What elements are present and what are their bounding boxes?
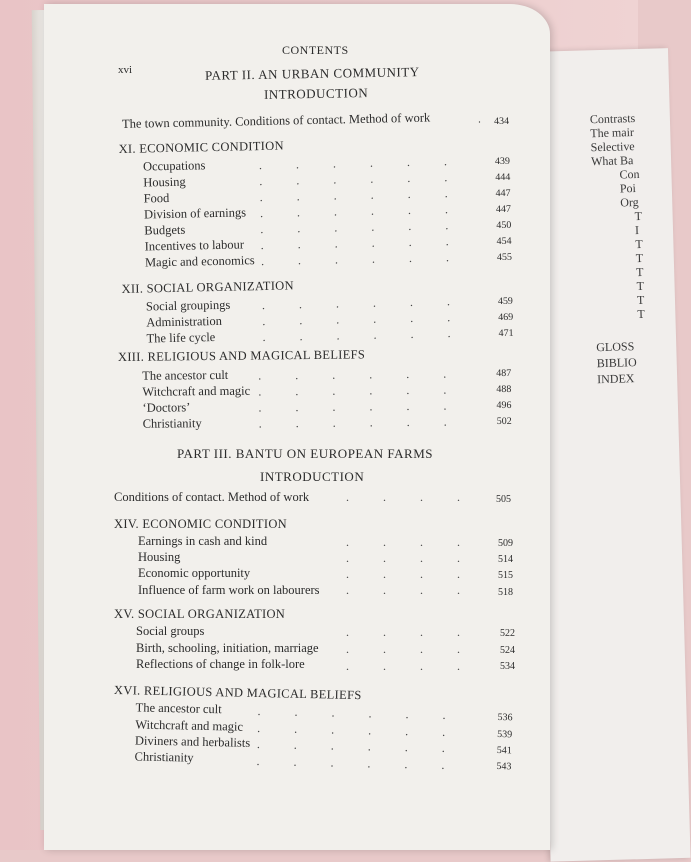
page-ref: 505 <box>496 494 511 505</box>
page-ref: 515 <box>498 570 513 581</box>
facing-line: T <box>636 278 645 294</box>
page-ref: 488 <box>496 383 512 396</box>
toc-entry: Witchcraft and magic <box>142 383 251 399</box>
facing-line: I <box>634 222 640 238</box>
contents-title: CONTENTS <box>282 43 349 57</box>
page-ref: 447 <box>495 187 511 200</box>
facing-line: T <box>634 208 643 224</box>
toc-entry: The ancestor cult <box>135 700 222 717</box>
page-ref: 459 <box>497 295 513 308</box>
facing-line: The mair <box>590 125 635 141</box>
page-ref: 439 <box>494 155 511 168</box>
page-ref: 469 <box>498 311 514 324</box>
toc-entry: Incentives to labour <box>144 237 245 254</box>
facing-line: T <box>637 306 645 322</box>
toc-entry: The life cycle <box>146 330 216 346</box>
page-ref: 447 <box>495 203 512 216</box>
page-ref: 539 <box>497 729 513 741</box>
page-ref: 471 <box>498 327 514 340</box>
leader-dots: .​.​.​. .​.​.​. .​.​.​. .​.​.​. <box>346 535 494 597</box>
page-ref: 434 <box>494 115 510 128</box>
toc-entry: Influence of farm work on labourers <box>138 583 320 597</box>
toc-entry: Diviners and herbalists <box>134 733 251 750</box>
facing-line: Con <box>619 166 640 182</box>
toc-entry: Housing <box>143 174 186 190</box>
facing-line: T <box>635 250 644 266</box>
chapter-heading: XV. SOCIAL ORGANIZATION <box>114 607 286 621</box>
facing-line: Poi <box>619 181 637 196</box>
page-ref: 524 <box>500 645 515 656</box>
chapter-heading: XI. ECONOMIC CONDITION <box>118 138 284 157</box>
facing-line: BIBLIO <box>596 355 637 371</box>
page-ref: 534 <box>500 661 515 672</box>
facing-line: GLOSS <box>596 339 635 355</box>
toc-entry: Social groupings <box>145 297 231 314</box>
toc-entry: Christianity <box>142 416 202 431</box>
facing-line: What Ba <box>590 153 634 169</box>
toc-entry: Administration <box>146 313 223 330</box>
page-ref: 450 <box>496 219 512 232</box>
page-ref: 541 <box>496 745 512 757</box>
page-ref: 522 <box>500 628 515 639</box>
facing-line: INDEX <box>596 371 635 387</box>
page-ref: 454 <box>496 235 512 248</box>
toc-entry: Christianity <box>134 749 194 765</box>
toc-entry: Witchcraft and magic <box>135 717 244 734</box>
page-ref: 455 <box>496 251 513 264</box>
page-ref: 514 <box>498 554 513 565</box>
toc-entry: Housing <box>138 550 181 564</box>
part2-title: PART II. AN URBAN COMMUNITY <box>204 64 420 83</box>
page-ref: 444 <box>495 171 511 184</box>
chapter-heading: XIII. RELIGIOUS AND MAGICAL BELIEFS <box>117 347 366 365</box>
page-number: xvi <box>118 64 133 76</box>
toc-entry: Food <box>143 190 170 206</box>
facing-line: Org <box>620 194 639 210</box>
leader-dots: .​.​.​.​.​. .​.​.​.​.​. .​.​.​.​.​. <box>261 293 485 345</box>
facing-line: Selective <box>590 139 635 155</box>
toc-entry: Earnings in cash and kind <box>138 534 268 548</box>
toc-entry: Division of earnings <box>143 205 247 222</box>
part2-intro-heading: INTRODUCTION <box>263 85 369 102</box>
part3-intro-entry: Conditions of contact. Method of work <box>114 490 310 504</box>
leader-dots: .​.​.​.​.​. .​.​.​.​.​. .​.​.​.​.​. .​.​.​.​.​. .​.​.​.​.​. .​.​.​.​.​. .​.​.​.​.​. <box>258 153 484 269</box>
toc-entry: Economic opportunity <box>138 566 251 580</box>
page-ref: 496 <box>496 399 512 412</box>
toc-entry: ‘Doctors’ <box>142 400 191 415</box>
facing-line: T <box>635 264 644 280</box>
chapter-heading: XII. SOCIAL ORGANIZATION <box>121 278 294 297</box>
leader-dots: .​.​.​. <box>346 490 494 504</box>
page-ref: 509 <box>498 538 513 549</box>
part3-title: PART III. BANTU ON EUROPEAN FARMS <box>177 446 434 461</box>
toc-entry: Social groups <box>136 624 205 638</box>
chapter-heading: XVI. RELIGIOUS AND MAGICAL BELIEFS <box>113 683 362 703</box>
facing-line: T <box>635 236 643 252</box>
toc-entry: Budgets <box>144 222 186 238</box>
leader-dots: .​.​.​.​.​. .​.​.​.​.​. .​.​.​.​.​. .​.​.​.​.​. <box>256 704 480 773</box>
facing-line: T <box>636 292 645 308</box>
page-ref: 487 <box>496 367 512 380</box>
leader-dots: .​.​.​.​.​. .​.​.​.​.​. .​.​.​.​.​. .​.​.​.​.​. <box>258 366 481 431</box>
page-ref: 543 <box>496 761 512 773</box>
toc-entry: Magic and economics <box>144 253 255 270</box>
page-ref: 536 <box>497 712 513 724</box>
leader-dots: .​.​.​. .​.​.​. .​.​.​. <box>346 625 494 673</box>
part3-intro-heading: INTRODUCTION <box>260 469 365 484</box>
chapter-heading: XIV. ECONOMIC CONDITION <box>114 517 287 531</box>
facing-line: Contrasts <box>589 111 636 127</box>
toc-entry: Reflections of change in folk-lore <box>136 657 305 671</box>
page-ref: 518 <box>498 587 513 598</box>
page-ref: 502 <box>496 415 512 428</box>
toc-entry: Birth, schooling, initiation, marriage <box>136 641 319 655</box>
leader-dot: . <box>477 113 481 126</box>
toc-entry: Occupations <box>142 158 206 174</box>
toc-entry: The ancestor cult <box>142 367 229 383</box>
part2-intro-entry: The town community. Conditions of contact. Method of work <box>121 110 431 131</box>
